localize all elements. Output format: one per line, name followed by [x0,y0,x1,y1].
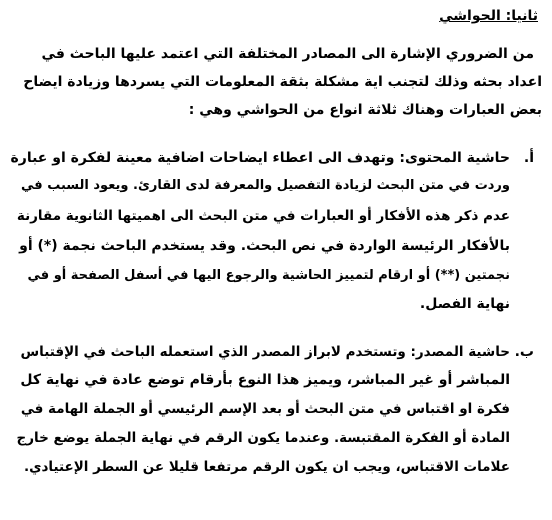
item-a-line: نجمتين (**) أو ارقام لتمييز الحاشية والرجوع اليها في أسفل الصفحة أو في [27,268,510,283]
item-a-line: حاشية المحتوى: وتهدف الى اعطاء ايضاحات اضافية معينة لفكرة او عبارة [10,150,510,166]
list-marker-a: أ. [523,150,534,166]
item-b-line: المباشر أو غير المباشر، ويميز هذا النوع بأرقام توضع عادة في نهاية كل [20,372,510,388]
item-a-line: عدم ذكر هذه الأفكار أو العبارات في متن البحث الى اهميتها الثانوية مقارنة [16,208,510,224]
item-a-line: وردت في متن البحث لزيادة التفصيل والمعرفة لدى القارئ. ويعود السبب في [21,178,510,193]
intro-line: اعداد بحثه وذلك لتجنب اية مشكلة بثقة المعلومات التي يسردها وزيادة ايضاح [23,74,542,90]
section-heading: ثانيا: الحواشي [439,8,538,24]
item-a-line: نهاية الفصل. [419,296,510,312]
item-b-line: حاشية المصدر: وتستخدم لابراز المصدر الذي استعمله الباحث في الإقتباس [20,344,510,360]
intro-line: بعض العبارات وهناك ثلاثة انواع من الحواشي وهي : [188,102,542,118]
list-marker-b: ب. [514,344,534,360]
item-b-line: المادة أو الفكرة المقتبسة. وعندما يكون الرقم في نهاية الجملة يوضع خارج [16,430,510,446]
item-b-line: فكرة او اقتباس في متن البحث أو بعد الإسم الرئيسي أو الجملة الهامة في [20,401,510,417]
intro-line: من الضروري الإشارة الى المصادر المختلفة التي اعتمد عليها الباحث في [41,46,534,62]
item-b-line: علامات الاقتباس، ويجب ان يكون الرقم مرتفعا قليلا عن السطر الإعتيادي. [23,459,510,475]
item-a-line: بالأفكار الرئيسة الواردة في نص البحث. وقد يستخدم الباحث نجمة (*) أو [19,238,510,254]
